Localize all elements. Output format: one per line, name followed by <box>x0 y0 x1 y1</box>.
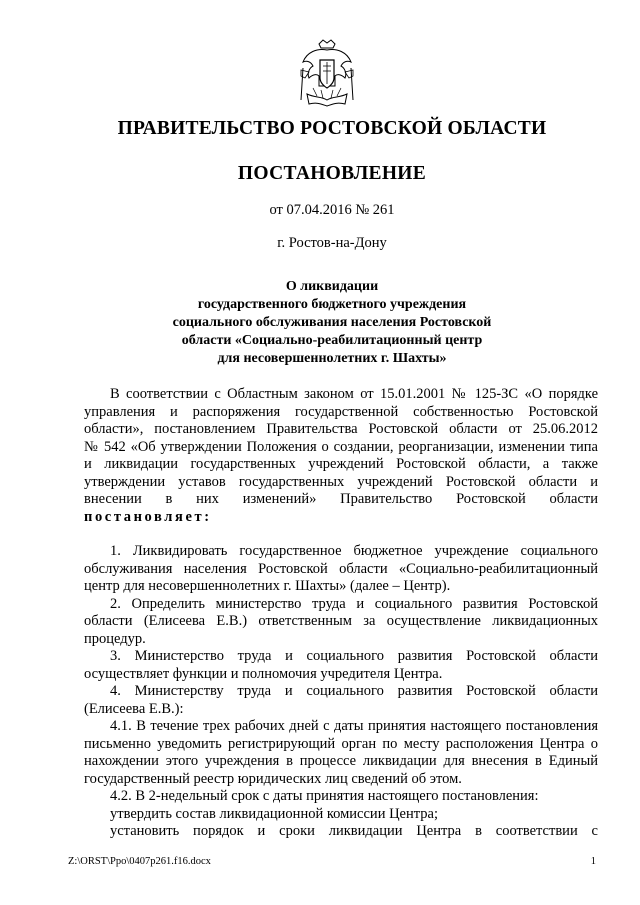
clause-4 <box>84 683 598 718</box>
title-line: области «Социально-реабилитационный центр <box>181 333 483 348</box>
clause-4-2-sub-a <box>84 806 598 824</box>
text-line: В соответствии с Областным законом от 15.01.2001 № 125-ЗС «О порядке <box>110 386 598 402</box>
text-line: управления и распоряжения государственной собственностью Ростовской <box>84 403 598 420</box>
page-number: 1 <box>590 856 596 867</box>
text-line: процедур. <box>84 630 146 647</box>
text-line: и ликвидации государственных учреждений Ростовской области, а также <box>84 456 598 472</box>
document-title <box>60 278 604 368</box>
text-line: установить порядок и сроки ликвидации Центра в соответствии с <box>110 823 598 839</box>
coat-of-arms-emblem <box>297 38 357 108</box>
text-line: центр для несовершеннолетних г. Шахты» (далее – Центр). <box>84 578 451 594</box>
document-date-number: от 07.04.2016 № 261 <box>269 202 395 218</box>
text-line: нахождении этого учреждения в процессе ликвидации для внесения в Единый <box>84 753 598 769</box>
text-line: внесении в них изменений» Правительство Ростовской области <box>84 491 598 507</box>
text-line: 3. Министерство труда и социального развития Ростовской области <box>110 648 598 664</box>
text-line: 1. Ликвидировать государственное бюджетное учреждение социального <box>110 543 598 559</box>
clause-4-2 <box>84 788 598 806</box>
text-line: утвердить состав ликвидационной комиссии Центра; <box>110 805 438 822</box>
text-line: 4.2. В 2-недельный срок с даты принятия настоящего постановления: <box>110 788 539 804</box>
clause-2 <box>84 596 598 649</box>
file-path: Z:\ORST\Ppo\0407p261.f16.docx <box>68 856 211 867</box>
text-line: утверждении уставов государственных учреждений Ростовской области и <box>84 473 598 490</box>
text-line: № 542 «Об утверждении Положения о создании, реорганизации, изменении типа <box>84 438 598 455</box>
text-line: области», постановлением Правительства Ростовской области от 25.06.2012 <box>84 421 598 437</box>
text-line: 4.1. В течение трех рабочих дней с даты принятия настоящего постановления <box>110 718 598 734</box>
clause-3 <box>84 648 598 683</box>
text-line: государственный реестр юридических лиц сведений об этом. <box>84 770 462 787</box>
document-type: ПОСТАНОВЛЕНИЕ <box>237 163 427 184</box>
resolves-word: постановляет: <box>84 508 212 525</box>
title-line: О ликвидации <box>285 279 379 294</box>
title-line: государственного бюджетного учреждения <box>197 297 467 312</box>
document-city: г. Ростов-на-Дону <box>277 235 387 251</box>
clause-4-2-sub-b <box>84 823 598 841</box>
text-line: 2. Определить министерство труда и социального развития Ростовской <box>110 595 598 612</box>
clause-1 <box>84 543 598 596</box>
text-line: письменно уведомить регистрирующий орган по месту расположения Центра о <box>84 735 598 752</box>
document-body <box>84 386 598 841</box>
text-line: 4. Министерству труда и социального развития Ростовской области <box>110 683 598 699</box>
text-line: области (Елисеева Е.В.) ответственным за осуществление ликвидационных <box>84 613 598 629</box>
preamble-paragraph <box>84 386 598 526</box>
title-line: для несовершеннолетних г. Шахты» <box>217 351 447 366</box>
clause-4-1 <box>84 718 598 788</box>
text-line: осуществляет функции и полномочия учредителя Центра. <box>84 665 443 682</box>
text-line: обслуживания населения Ростовской области «Социально-реабилитационный <box>84 560 598 577</box>
text-line: (Елисеева Е.В.): <box>84 700 184 717</box>
title-line: социального обслуживания населения Ростовской <box>172 315 492 330</box>
page-footer <box>68 856 596 867</box>
government-name: ПРАВИТЕЛЬСТВО РОСТОВСКОЙ ОБЛАСТИ <box>117 118 547 139</box>
